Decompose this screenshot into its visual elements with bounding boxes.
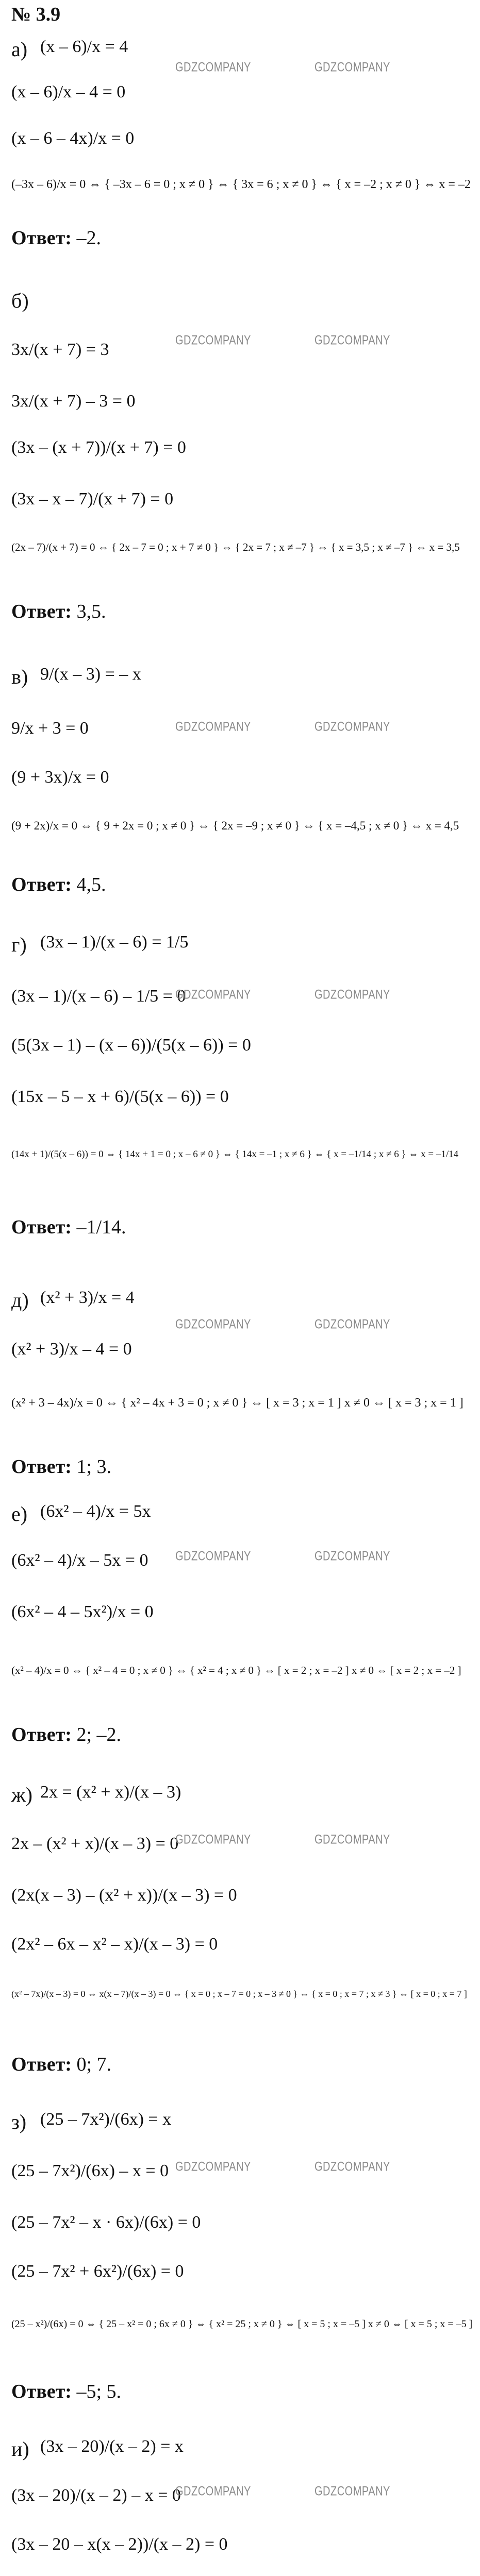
- answer-value: 1; 3.: [76, 1456, 111, 1478]
- part-label-z: з): [11, 2110, 27, 2133]
- watermark: GDZCOMPANY: [315, 1549, 390, 1564]
- answer-label: Ответ:: [11, 601, 72, 622]
- answer-value: –1/14.: [76, 1216, 126, 1238]
- answer-value: –5; 5.: [76, 2381, 121, 2402]
- equation-line: (x² + 3)/x – 4 = 0: [11, 1340, 132, 1359]
- answer-label: Ответ:: [11, 874, 72, 895]
- equation-line: (x – 6 – 4x)/x = 0: [11, 129, 135, 148]
- equation-line: (6x² – 4)/x = 5x: [40, 1502, 151, 1521]
- watermark: GDZCOMPANY: [175, 988, 251, 1002]
- equation-line: (3x – 20 – x(x – 2))/(x – 2) = 0: [11, 2535, 228, 2554]
- part-label-v: в): [11, 665, 28, 688]
- equation-line: (3x – 1)/(x – 6) – 1/5 = 0: [11, 987, 186, 1006]
- watermark: GDZCOMPANY: [315, 2160, 390, 2174]
- equation-line: (3x – (x + 7))/(x + 7) = 0: [11, 438, 186, 457]
- answer-a: [11, 227, 101, 249]
- answer-value: 0; 7.: [76, 2054, 111, 2075]
- equation-line: 2x = (x² + x)/(x – 3): [40, 1783, 181, 1802]
- answer-value: 2; –2.: [76, 1724, 121, 1745]
- equation-line: (x² – 4)/x = 0 ⇔ { x² – 4 = 0 ; x ≠ 0 } ⇔ { x² = 4 ; x ≠ 0 } ⇔ [ x = 2 ; x = –2 ] x ≠ 0 ⇔ [ x = 2 ; x = –2 ]: [11, 1664, 461, 1676]
- watermark: GDZCOMPANY: [315, 333, 390, 348]
- answer-label: Ответ:: [11, 1724, 72, 1745]
- answer-label: Ответ:: [11, 1456, 72, 1478]
- equation-line: 2x – (x² + x)/(x – 3) = 0: [11, 1834, 179, 1853]
- watermark: GDZCOMPANY: [175, 720, 251, 734]
- equation-line: (3x – 20)/(x – 2) – x = 0: [11, 2486, 181, 2505]
- answer-e: [11, 1723, 121, 1746]
- equation-line: 3x/(x + 7) – 3 = 0: [11, 392, 136, 411]
- equation-line: (x – 6)/x = 4: [40, 37, 128, 56]
- part-label-i: и): [11, 2437, 29, 2461]
- watermark: GDZCOMPANY: [175, 1317, 251, 1332]
- equation-line: (25 – 7x²)/(6x) – x = 0: [11, 2161, 169, 2180]
- part-label-a: а): [11, 38, 28, 61]
- answer-label: Ответ:: [11, 2054, 72, 2075]
- equation-line: (2x(x – 3) – (x² + x))/(x – 3) = 0: [11, 1886, 237, 1905]
- answer-value: 3,5.: [76, 601, 106, 622]
- watermark: GDZCOMPANY: [315, 60, 390, 75]
- answer-label: Ответ:: [11, 2381, 72, 2402]
- part-label-d: д): [11, 1289, 29, 1312]
- part-label-g: г): [11, 933, 27, 956]
- equation-line: (9 + 2x)/x = 0 ⇔ { 9 + 2x = 0 ; x ≠ 0 } ⇔ { 2x = –9 ; x ≠ 0 } ⇔ { x = –4,5 ; x ≠ 0 } ⇔ x = 4,5: [11, 819, 459, 832]
- equation-line: (6x² – 4)/x – 5x = 0: [11, 1551, 148, 1570]
- answer-d: [11, 1455, 111, 1478]
- equation-line: (25 – x²)/(6x) = 0 ⇔ { 25 – x² = 0 ; 6x ≠ 0 } ⇔ { x² = 25 ; x ≠ 0 } ⇔ [ x = 5 ; x = –5 ] x ≠ 0 ⇔ [ x = 5 ; x = –5 ]: [11, 2318, 473, 2330]
- problem-number: № 3.9: [11, 4, 61, 25]
- equation-line: (9 + 3x)/x = 0: [11, 768, 109, 787]
- equation-line: (5(3x – 1) – (x – 6))/(5(x – 6)) = 0: [11, 1036, 251, 1055]
- part-label-b: б): [11, 289, 29, 312]
- answer-label: Ответ:: [11, 227, 72, 249]
- equation-line: (x² + 3 – 4x)/x = 0 ⇔ { x² – 4x + 3 = 0 ; x ≠ 0 } ⇔ [ x = 3 ; x = 1 ] x ≠ 0 ⇔ [ x = 3 ; x = 1 ]: [11, 1396, 464, 1410]
- watermark: GDZCOMPANY: [175, 60, 251, 75]
- watermark: GDZCOMPANY: [175, 2160, 251, 2174]
- equation-line: 9/x + 3 = 0: [11, 719, 89, 738]
- equation-line: (2x² – 6x – x² – x)/(x – 3) = 0: [11, 1935, 218, 1954]
- equation-line: (2x – 7)/(x + 7) = 0 ⇔ { 2x – 7 = 0 ; x + 7 ≠ 0 } ⇔ { 2x = 7 ; x ≠ –7 } ⇔ { x = 3,5 ; x ≠ –7 } ⇔ x = 3,5: [11, 541, 460, 553]
- equation-line: (25 – 7x² + 6x²)/(6x) = 0: [11, 2262, 184, 2281]
- watermark: GDZCOMPANY: [315, 2484, 390, 2499]
- watermark: GDZCOMPANY: [175, 1549, 251, 1564]
- answer-z: [11, 2380, 121, 2403]
- answer-v: [11, 873, 106, 896]
- watermark: GDZCOMPANY: [315, 1317, 390, 1332]
- equation-line: (3x – x – 7)/(x + 7) = 0: [11, 489, 174, 509]
- watermark: GDZCOMPANY: [315, 1833, 390, 1847]
- watermark: GDZCOMPANY: [175, 2484, 251, 2499]
- watermark: GDZCOMPANY: [175, 333, 251, 348]
- answer-zh: [11, 2053, 111, 2076]
- equation-line: (14x + 1)/(5(x – 6)) = 0 ⇔ { 14x + 1 = 0 ; x – 6 ≠ 0 } ⇔ { 14x = –1 ; x ≠ 6 } ⇔ { x = –1/14 ; x ≠ 6 } ⇔ x = –1/14: [11, 1149, 459, 1160]
- answer-value: 4,5.: [76, 874, 106, 895]
- equation-line: (x – 6)/x – 4 = 0: [11, 82, 126, 101]
- equation-line: (15x – 5 – x + 6)/(5(x – 6)) = 0: [11, 1087, 229, 1106]
- part-label-zh: ж): [11, 1783, 32, 1806]
- watermark: GDZCOMPANY: [315, 720, 390, 734]
- equation-line: (25 – 7x²)/(6x) = x: [40, 2110, 172, 2129]
- part-label-e: е): [11, 1502, 28, 1526]
- answer-label: Ответ:: [11, 1216, 72, 1238]
- answer-value: –2.: [76, 227, 101, 249]
- equation-line: (3x – 1)/(x – 6) = 1/5: [40, 933, 189, 952]
- watermark: GDZCOMPANY: [315, 988, 390, 1002]
- equation-line: (x² + 3)/x = 4: [40, 1288, 135, 1307]
- equation-line: (3x – 20)/(x – 2) = x: [40, 2437, 184, 2456]
- answer-g: [11, 1216, 126, 1239]
- equation-line: (25 – 7x² – x · 6x)/(6x) = 0: [11, 2213, 201, 2232]
- equation-line: 3x/(x + 7) = 3: [11, 340, 109, 359]
- equation-line: (6x² – 4 – 5x²)/x = 0: [11, 1602, 154, 1621]
- answer-b: [11, 600, 106, 623]
- equation-line: 9/(x – 3) = – x: [40, 665, 141, 684]
- equation-line: (–3x – 6)/x = 0 ⇔ { –3x – 6 = 0 ; x ≠ 0 } ⇔ { 3x = 6 ; x ≠ 0 } ⇔ { x = –2 ; x ≠ 0 } ⇔ x = –2: [11, 178, 471, 191]
- equation-line: (x² – 7x)/(x – 3) = 0 ⇔ x(x – 7)/(x – 3) = 0 ⇔ { x = 0 ; x – 7 = 0 ; x – 3 ≠ 0 } ⇔ { x = 0 ; x = 7 ; x ≠ 3 } ⇔ [ x = 0 ; x = 7 ]: [11, 1989, 467, 1999]
- watermark: GDZCOMPANY: [175, 1833, 251, 1847]
